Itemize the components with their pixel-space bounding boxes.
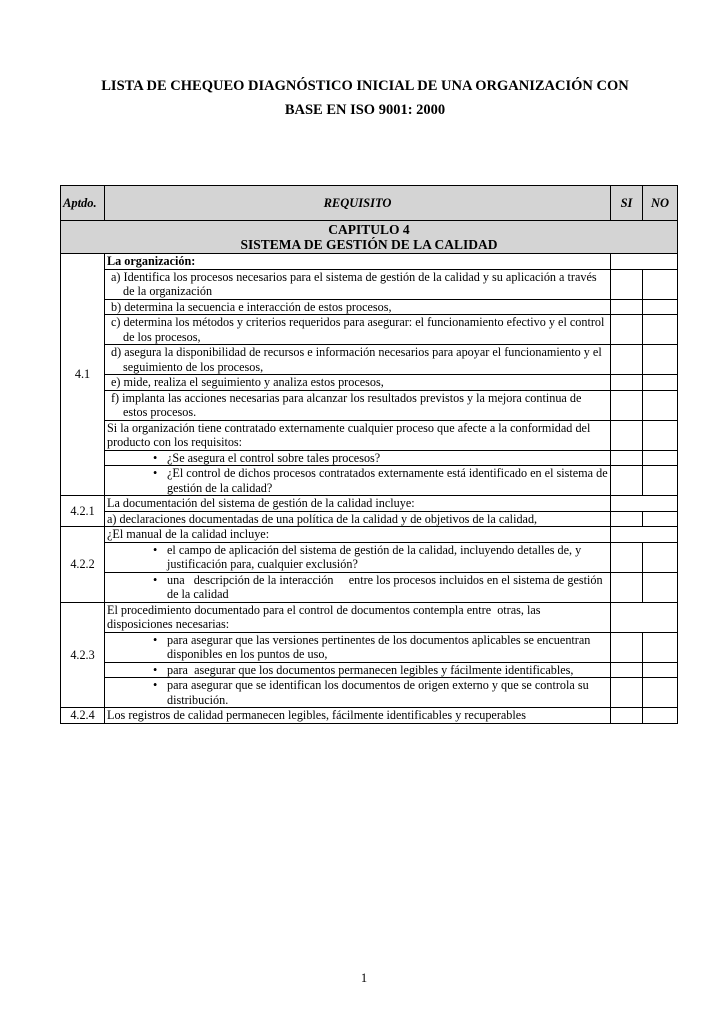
no-checkbox[interactable]: [643, 662, 678, 678]
no-checkbox[interactable]: [643, 345, 678, 375]
document-title: [40, 74, 690, 122]
requirement-text: para asegurar que las versiones pertinentes de los documentos aplicables se encuentran disponibles en los puntos de uso,: [167, 632, 591, 661]
table-row: [61, 390, 678, 420]
table-row: [61, 450, 678, 466]
header-aptdo: Aptdo.: [61, 186, 105, 221]
table-row: [61, 662, 678, 678]
page-number: 1: [360, 971, 368, 985]
requirement-text: a) declaraciones documentadas de una política de la calidad y de objetivos de la calidad,: [105, 511, 611, 527]
title-line-2: BASE EN ISO 9001: 2000: [284, 102, 446, 118]
section-intro: El procedimiento documentado para el control de documentos contempla entre otras, las disposiciones necesarias:: [105, 602, 611, 632]
bullet-icon: •: [153, 572, 158, 587]
no-checkbox[interactable]: [643, 572, 678, 602]
si-checkbox[interactable]: [611, 632, 643, 662]
si-checkbox[interactable]: [611, 542, 643, 572]
table-row: [61, 269, 678, 299]
no-checkbox[interactable]: [643, 269, 678, 299]
table-row: [61, 511, 678, 527]
no-checkbox[interactable]: [643, 511, 678, 527]
title-line-1: LISTA DE CHEQUEO DIAGNÓSTICO INICIAL DE UNA ORGANIZACIÓN CON: [101, 78, 629, 94]
bullet-icon: •: [153, 662, 158, 677]
header-requisito: REQUISITO: [105, 186, 611, 221]
chapter-number: CAPITULO 4: [328, 222, 410, 237]
section-number-4-2-4: 4.2.4: [61, 708, 105, 724]
table-row: [61, 420, 678, 450]
requirement-text: b) determina la secuencia e interacción de estos procesos,: [105, 299, 611, 315]
requirement-text: c) determina los métodos y criterios requeridos para asegurar: el funcionamiento efectivo y el control de los procesos,: [105, 315, 611, 345]
section-number-4-2-3: 4.2.3: [61, 602, 105, 708]
section-intro: La documentación del sistema de gestión de la calidad incluye:: [105, 496, 611, 512]
table-row: [61, 496, 678, 512]
section-number-4-2-1: 4.2.1: [61, 496, 105, 527]
requirement-text: e) mide, realiza el seguimiento y analiza estos procesos,: [105, 375, 611, 391]
checklist-table: [60, 185, 678, 724]
section-number-4-2-2: 4.2.2: [61, 527, 105, 603]
section-intro: ¿El manual de la calidad incluye:: [105, 527, 611, 543]
requirement-text: para asegurar que se identifican los documentos de origen externo y que se controla su distribución.: [167, 678, 589, 707]
chapter-row: [61, 221, 678, 254]
header-si: SI: [611, 186, 643, 221]
no-checkbox[interactable]: [643, 466, 678, 496]
si-checkbox[interactable]: [611, 315, 643, 345]
table-row: [61, 708, 678, 724]
si-checkbox[interactable]: [611, 466, 643, 496]
no-checkbox[interactable]: [643, 315, 678, 345]
si-checkbox[interactable]: [611, 420, 643, 450]
table-row: [61, 542, 678, 572]
table-row: [61, 299, 678, 315]
si-checkbox[interactable]: [611, 269, 643, 299]
bullet-icon: •: [153, 450, 158, 465]
requirement-text: ¿Se asegura el control sobre tales procesos?: [167, 450, 381, 465]
table-row: [61, 572, 678, 602]
si-checkbox[interactable]: [611, 345, 643, 375]
si-checkbox[interactable]: [611, 390, 643, 420]
requirement-text: Si la organización tiene contratado externamente cualquier proceso que afecte a la conformidad del producto con los requisitos:: [105, 420, 611, 450]
no-checkbox[interactable]: [643, 678, 678, 708]
si-checkbox[interactable]: [611, 662, 643, 678]
no-checkbox[interactable]: [643, 420, 678, 450]
table-row: [61, 254, 678, 270]
si-checkbox[interactable]: [611, 299, 643, 315]
table-row: [61, 375, 678, 391]
header-no: NO: [643, 186, 678, 221]
si-checkbox[interactable]: [611, 708, 643, 724]
requirement-text: Los registros de calidad permanecen legibles, fácilmente identificables y recuperables: [105, 708, 611, 724]
requirement-text: para asegurar que los documentos permanecen legibles y fácilmente identificables,: [167, 662, 574, 677]
no-checkbox[interactable]: [643, 632, 678, 662]
table-row: [61, 466, 678, 496]
bullet-icon: •: [153, 632, 158, 647]
requirement-text: a) Identifica los procesos necesarios para el sistema de gestión de la calidad y su aplicación a través de la organización: [105, 269, 611, 299]
si-checkbox[interactable]: [611, 450, 643, 466]
no-checkbox[interactable]: [643, 708, 678, 724]
requirement-text: f) implanta las acciones necesarias para alcanzar los resultados previstos y la mejora continua de estos procesos.: [105, 390, 611, 420]
bullet-icon: •: [153, 542, 158, 557]
requirement-text: d) asegura la disponibilidad de recursos e información necesarios para apoyar el funcionamiento y el seguimiento de los procesos,: [105, 345, 611, 375]
bullet-icon: •: [153, 466, 158, 480]
table-row: [61, 678, 678, 708]
no-checkbox[interactable]: [643, 299, 678, 315]
no-checkbox[interactable]: [643, 450, 678, 466]
si-checkbox[interactable]: [611, 572, 643, 602]
table-row: [61, 527, 678, 543]
table-row: [61, 345, 678, 375]
no-checkbox[interactable]: [643, 542, 678, 572]
header-row: [61, 186, 678, 221]
section-intro: La organización:: [105, 254, 611, 270]
requirement-text: una descripción de la interacción entre los procesos incluidos en el sistema de gestión de la calidad: [167, 572, 606, 601]
si-checkbox[interactable]: [611, 511, 643, 527]
no-checkbox[interactable]: [643, 375, 678, 391]
table-row: [61, 315, 678, 345]
requirement-text: ¿El control de dichos procesos contratados externamente está identificado en el sistema de gestión de la calidad?: [167, 466, 608, 495]
si-checkbox[interactable]: [611, 678, 643, 708]
chapter-title: SISTEMA DE GESTIÓN DE LA CALIDAD: [240, 237, 498, 252]
table-row: [61, 632, 678, 662]
bullet-icon: •: [153, 678, 158, 692]
section-number-4-1: 4.1: [61, 254, 105, 496]
table-row: [61, 602, 678, 632]
requirement-text: el campo de aplicación del sistema de gestión de la calidad, incluyendo detalles de, y justificación para, cualquier exclusión?: [167, 542, 582, 571]
no-checkbox[interactable]: [643, 390, 678, 420]
si-checkbox[interactable]: [611, 375, 643, 391]
